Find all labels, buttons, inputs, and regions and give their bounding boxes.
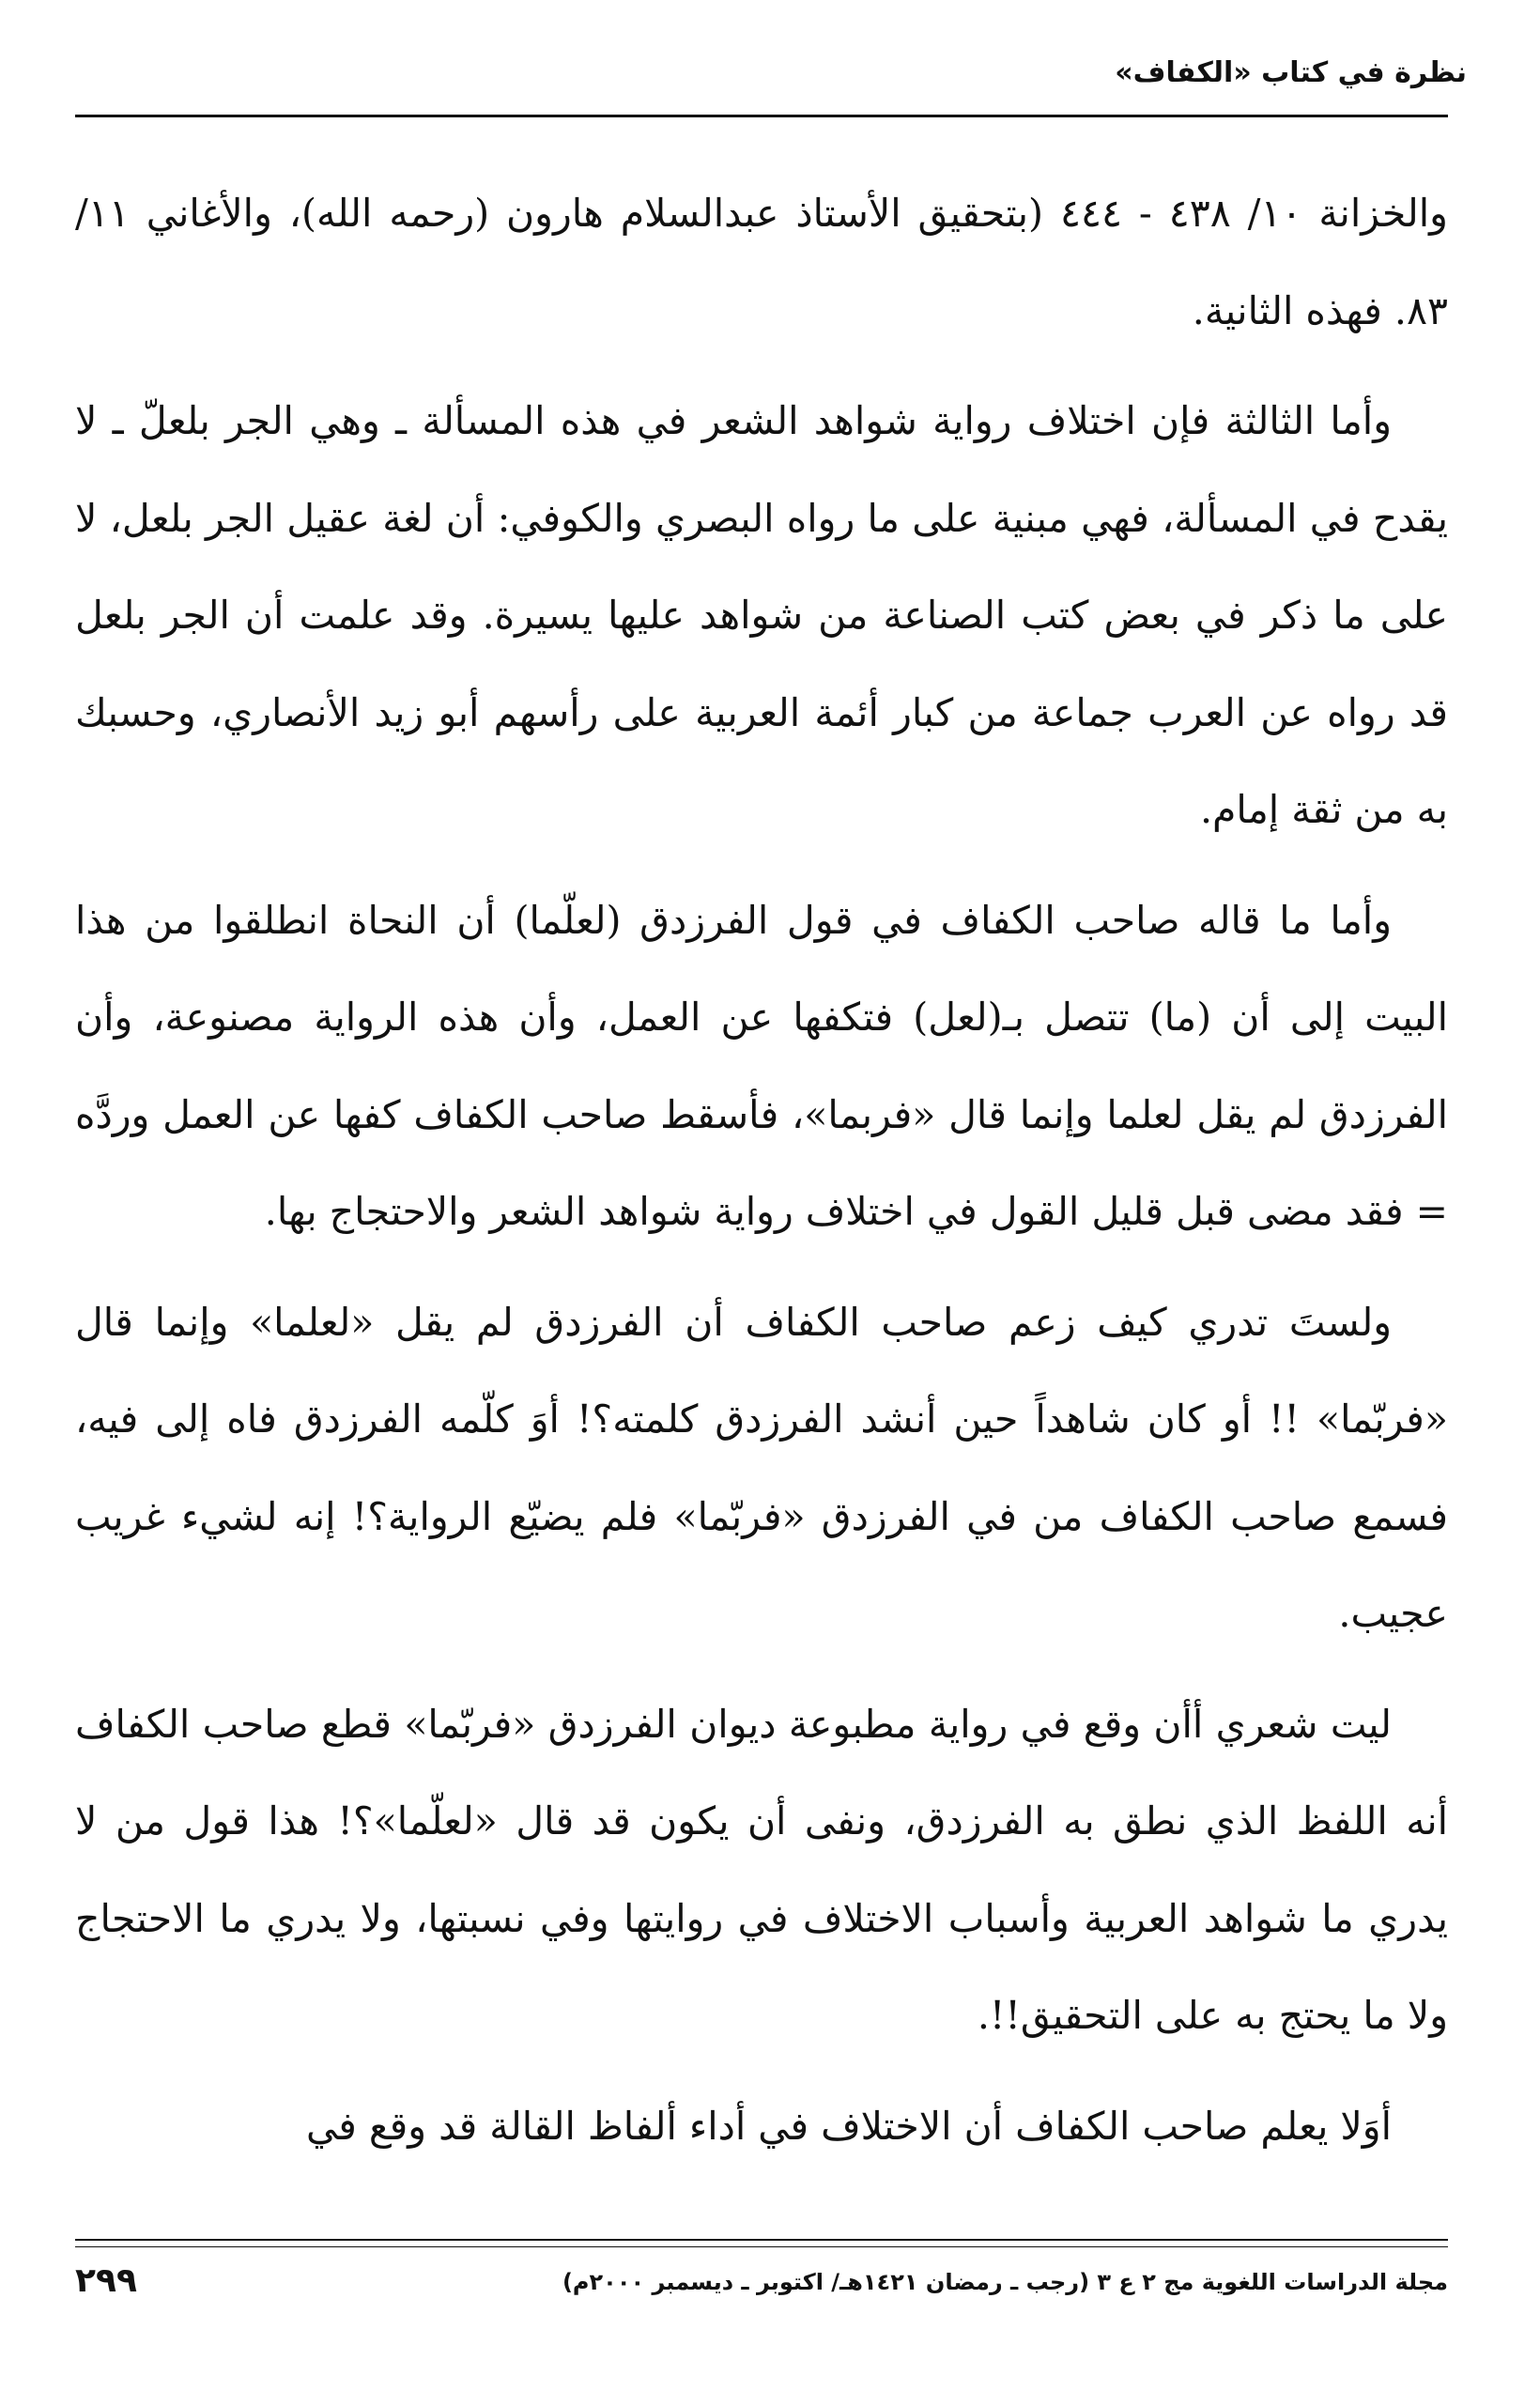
paragraph-1: والخزانة ١٠/ ٤٣٨ - ٤٤٤ (بتحقيق الأستاذ عبدالسلام هارون (رحمه الله)، والأغاني ١١/ ٨٣. فهذه الثانية.	[75, 191, 1448, 333]
header-rule	[75, 115, 1448, 117]
running-header: نظرة في كتاب «الكفاف»	[1115, 56, 1467, 89]
body-text	[75, 165, 1448, 2222]
journal-citation: مجلة الدراسات اللغوية مج ٢ ع ٣ (رجب ـ رمضان ١٤٢١هـ/ اكتوبر ـ ديسمبر ٢٠٠٠م)	[562, 2269, 1448, 2295]
page-footer	[75, 2261, 1448, 2322]
paragraph-3: وأما ما قاله صاحب الكفاف في قول الفرزدق (لعلّما) أن النحاة انطلقوا من هذا البيت إلى أن (ما) تتصل بـ(لعل) فتكفها عن العمل، وأن هذه الرواية مصنوعة، وأن الفرزدق لم يقل لعلما وإنما قال «فربما»، فأسقط صاحب الكفاف كفها عن العمل وردَّه = فقد مضى قبل قليل القول في اختلاف رواية شواهد الشعر والاحتجاج بها.	[75, 897, 1448, 1234]
page-number: ٢٩٩	[75, 2261, 137, 2300]
paragraph-5: ليت شعري أأن وقع في رواية مطبوعة ديوان الفرزدق «فربّما» قطع صاحب الكفاف أنه اللفظ الذي نطق به الفرزدق، ونفى أن يكون قد قال «لعلّما»؟! هذا قول من لا يدري ما شواهد العربية وأسباب الاختلاف في روايتها وفي نسبتها، ولا يدري ما الاحتجاج ولا ما يحتج به على التحقيق!!.	[75, 1701, 1448, 2038]
paragraph-2: وأما الثالثة فإن اختلاف رواية شواهد الشعر في هذه المسألة ـ وهي الجر بلعلّ ـ لا يقدح في المسألة، فهي مبنية على ما رواه البصري والكوفي: أن لغة عقيل الجر بلعل، لا على ما ذكر في بعض كتب الصناعة من شواهد عليها يسيرة. وقد علمت أن الجر بلعل قد رواه عن العرب جماعة من كبار أئمة العربية على رأسهم أبو زيد الأنصاري، وحسبك به من ثقة إمام.	[75, 398, 1448, 832]
paragraph-4: ولستَ تدري كيف زعم صاحب الكفاف أن الفرزدق لم يقل «لعلما» وإنما قال «فربّما» !! أو كان شاهداً حين أنشد الفرزدق كلمته؟! أوَ كلّمه الفرزدق فاه إلى فيه، فسمع صاحب الكفاف من في الفرزدق «فربّما» فلم يضيّع الرواية؟! إنه لشيء غريب عجيب.	[75, 1299, 1448, 1636]
paragraph-6: أوَلا يعلم صاحب الكفاف أن الاختلاف في أداء ألفاظ القالة قد وقع في	[306, 2103, 1392, 2149]
footer-rule-thin	[75, 2246, 1448, 2247]
footer-rule	[75, 2239, 1448, 2241]
